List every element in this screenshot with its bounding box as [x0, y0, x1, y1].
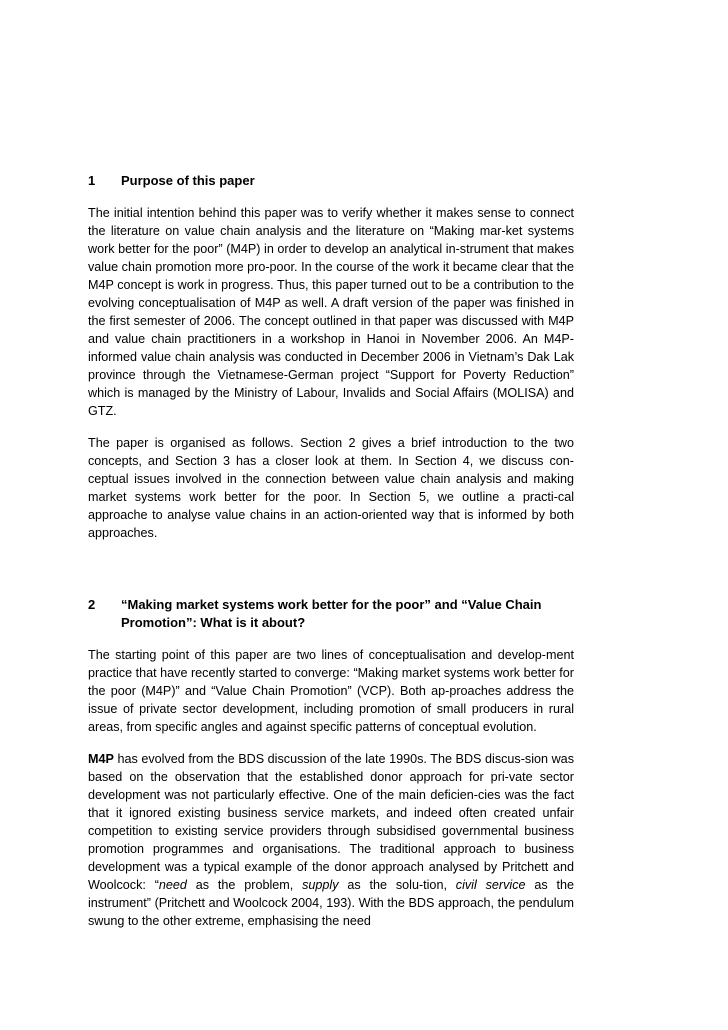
section-2-title: “Making market systems work better for the poor” and “Value Chain Promotion”: What is it about?	[121, 597, 542, 630]
section-2-number: 2	[88, 597, 96, 612]
section-1-paragraph-1: The initial intention behind this paper was to verify whether it makes sense to connect the literature on value chain analysis and the literature on “Making mar-ket systems work better for the poor” (M4P) in order to develop an analytical in-strument that makes value chain promotion more pro-poor. In the course of the work it became clear that the M4P concept is work in progress. Thus, this paper turned out to be a contribution to the evolving conceptualisation of M4P as well. A draft version of the paper was finished in the first semester of 2006. The concept outlined in that paper was discussed with M4P and value chain practitioners in a workshop in Hanoi in November 2006. An M4P-informed value chain analysis was conducted in December 2006 in Vietnam’s Dak Lak province through the Vietnamese-German project “Support for Poverty Reduction” which is managed by the Ministry of Labour, Invalids and Social Affairs (MOLISA) and GTZ.	[88, 206, 574, 418]
m4p-text-1: has evolved from the BDS discussion of the late 1990s. The BDS discus-sion was based on the observation that the established donor approach for pri-vate sector development was not particularly effective. One of the main deficien-cies was the fact that it ignored existing business service markets, and indeed often created unfair competition to existing service providers through subsidised governmental business promotion programmes and organisations. The traditional approach to business development was a typical example of the donor approach analysed by Pritchett and Woolcock: “	[88, 752, 574, 892]
document-page	[88, 172, 574, 944]
section-spacer	[88, 556, 574, 596]
section-1-number: 1	[88, 173, 96, 188]
m4p-lead-term: M4P	[88, 752, 114, 766]
section-1-paragraph-2: The paper is organised as follows. Section 2 gives a brief introduction to the two concepts, and Section 3 has a closer look at them. In Section 4, we discuss con-ceptual issues involved in the connection between value chain analysis and making market systems work better for the poor. In Section 5, we outline a practi-cal approache to analyse value chains in an action-oriented way that is informed by both approaches.	[88, 436, 574, 540]
m4p-em-civil-service: civil service	[455, 878, 526, 892]
section-2-heading	[88, 596, 574, 632]
section-1-title: Purpose of this paper	[121, 173, 255, 188]
section-2-paragraph-1: The starting point of this paper are two lines of conceptualisation and develop-ment practice that have recently started to converge: “Making market systems work better for the poor (M4P)” and “Value Chain Promotion” (VCP). Both ap-proaches address the issue of private sector development, including promotion of small producers in rural areas, from specific angles and against specific patterns of conceptual evolution.	[88, 648, 574, 734]
m4p-text-3: as the solu-tion,	[338, 878, 456, 892]
m4p-em-need: need	[158, 878, 187, 892]
section-2-paragraph-m4p	[88, 750, 574, 930]
section-1-heading	[88, 172, 574, 190]
m4p-em-supply: supply	[302, 878, 339, 892]
m4p-text-4: as the instrument” (Pritchett and Woolcock 2004, 193). With the BDS approach, the pendulum swung to the other extreme, emphasising the need	[88, 878, 574, 928]
m4p-text-2: as the problem,	[186, 878, 303, 892]
